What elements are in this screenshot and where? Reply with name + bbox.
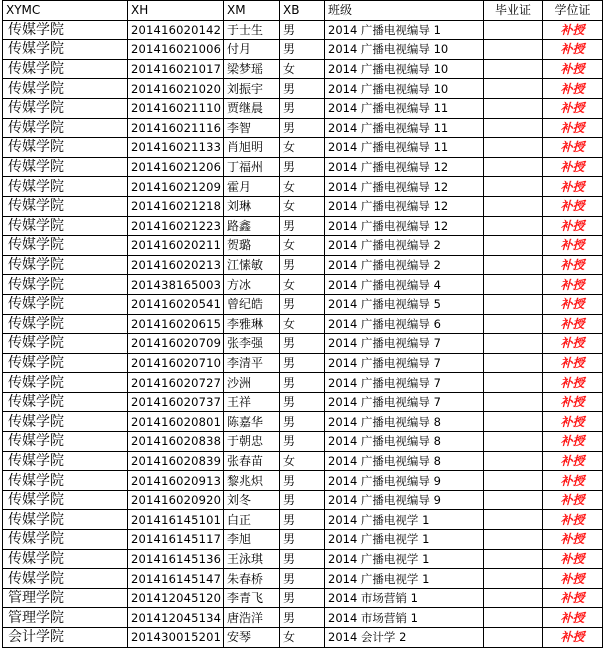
- cell-name: 白正: [224, 510, 280, 530]
- cell-diploma: [484, 294, 543, 314]
- cell-college: 传媒学院: [3, 510, 128, 530]
- cell-degree: 补授: [543, 608, 603, 628]
- cell-name: 江愫敏: [224, 255, 280, 275]
- cell-college: 管理学院: [3, 608, 128, 628]
- cell-student-id: 201416145136: [128, 549, 224, 569]
- cell-class: 2014 广播电视编导 12: [325, 177, 484, 197]
- cell-gender: 男: [280, 569, 325, 589]
- header-xh: XH: [128, 1, 224, 21]
- cell-degree: 补授: [543, 353, 603, 373]
- cell-college: 传媒学院: [3, 157, 128, 177]
- cell-degree: 补授: [543, 138, 603, 158]
- cell-diploma: [484, 412, 543, 432]
- cell-gender: 男: [280, 255, 325, 275]
- cell-college: 传媒学院: [3, 40, 128, 60]
- cell-name: 刘振宇: [224, 79, 280, 99]
- cell-diploma: [484, 118, 543, 138]
- cell-college: 传媒学院: [3, 549, 128, 569]
- cell-gender: 男: [280, 20, 325, 40]
- cell-class: 2014 广播电视编导 12: [325, 216, 484, 236]
- cell-class: 2014 市场营销 1: [325, 608, 484, 628]
- cell-student-id: 201430015201: [128, 628, 224, 648]
- header-row: [3, 1, 603, 21]
- cell-degree: 补授: [543, 451, 603, 471]
- cell-college: 传媒学院: [3, 490, 128, 510]
- cell-college: 传媒学院: [3, 216, 128, 236]
- table-row: [3, 40, 603, 60]
- cell-college: 传媒学院: [3, 471, 128, 491]
- cell-diploma: [484, 608, 543, 628]
- table-row: [3, 608, 603, 628]
- table-row: [3, 412, 603, 432]
- cell-degree: 补授: [543, 255, 603, 275]
- cell-college: 传媒学院: [3, 412, 128, 432]
- cell-student-id: 201416020920: [128, 490, 224, 510]
- cell-diploma: [484, 157, 543, 177]
- cell-diploma: [484, 138, 543, 158]
- cell-gender: 女: [280, 314, 325, 334]
- cell-diploma: [484, 490, 543, 510]
- cell-gender: 男: [280, 373, 325, 393]
- cell-name: 李青飞: [224, 588, 280, 608]
- table-row: [3, 20, 603, 40]
- cell-student-id: 201416020839: [128, 451, 224, 471]
- cell-student-id: 201416021110: [128, 98, 224, 118]
- cell-class: 2014 广播电视编导 7: [325, 373, 484, 393]
- cell-diploma: [484, 216, 543, 236]
- table-row: [3, 196, 603, 216]
- cell-gender: 男: [280, 530, 325, 550]
- cell-gender: 男: [280, 40, 325, 60]
- cell-student-id: 201416145117: [128, 530, 224, 550]
- cell-diploma: [484, 275, 543, 295]
- cell-gender: 男: [280, 98, 325, 118]
- cell-degree: 补授: [543, 471, 603, 491]
- table-row: [3, 510, 603, 530]
- cell-diploma: [484, 510, 543, 530]
- table-row: [3, 138, 603, 158]
- cell-class: 2014 广播电视编导 2: [325, 255, 484, 275]
- cell-college: 会计学院: [3, 628, 128, 648]
- cell-gender: 男: [280, 294, 325, 314]
- table-row: [3, 490, 603, 510]
- table-row: [3, 353, 603, 373]
- cell-gender: 男: [280, 334, 325, 354]
- cell-degree: 补授: [543, 294, 603, 314]
- student-degree-table: [2, 0, 603, 648]
- cell-name: 李智: [224, 118, 280, 138]
- cell-class: 2014 广播电视编导 11: [325, 118, 484, 138]
- cell-class: 2014 广播电视编导 8: [325, 451, 484, 471]
- cell-class: 2014 广播电视编导 11: [325, 98, 484, 118]
- cell-degree: 补授: [543, 40, 603, 60]
- cell-name: 李雅琳: [224, 314, 280, 334]
- table-row: [3, 177, 603, 197]
- cell-college: 传媒学院: [3, 236, 128, 256]
- cell-name: 刘琳: [224, 196, 280, 216]
- table-row: [3, 314, 603, 334]
- cell-diploma: [484, 59, 543, 79]
- cell-diploma: [484, 588, 543, 608]
- table-row: [3, 471, 603, 491]
- cell-college: 传媒学院: [3, 530, 128, 550]
- cell-college: 传媒学院: [3, 20, 128, 40]
- table-row: [3, 392, 603, 412]
- cell-student-id: 201416020213: [128, 255, 224, 275]
- table-row: [3, 569, 603, 589]
- table-row: [3, 530, 603, 550]
- cell-diploma: [484, 569, 543, 589]
- cell-class: 2014 广播电视编导 1: [325, 20, 484, 40]
- cell-degree: 补授: [543, 177, 603, 197]
- cell-college: 传媒学院: [3, 255, 128, 275]
- cell-college: 传媒学院: [3, 59, 128, 79]
- table-row: [3, 157, 603, 177]
- cell-college: 传媒学院: [3, 294, 128, 314]
- cell-gender: 男: [280, 118, 325, 138]
- cell-college: 传媒学院: [3, 177, 128, 197]
- cell-gender: 男: [280, 490, 325, 510]
- cell-name: 王祥: [224, 392, 280, 412]
- cell-gender: 男: [280, 79, 325, 99]
- cell-student-id: 201416020801: [128, 412, 224, 432]
- cell-diploma: [484, 314, 543, 334]
- cell-college: 传媒学院: [3, 392, 128, 412]
- cell-student-id: 201416021006: [128, 40, 224, 60]
- cell-student-id: 201416020211: [128, 236, 224, 256]
- cell-college: 传媒学院: [3, 275, 128, 295]
- cell-name: 李旭: [224, 530, 280, 550]
- table-row: [3, 373, 603, 393]
- cell-student-id: 201416145147: [128, 569, 224, 589]
- cell-gender: 女: [280, 275, 325, 295]
- cell-college: 传媒学院: [3, 196, 128, 216]
- cell-college: 传媒学院: [3, 118, 128, 138]
- cell-diploma: [484, 471, 543, 491]
- cell-diploma: [484, 20, 543, 40]
- cell-diploma: [484, 373, 543, 393]
- table-row: [3, 98, 603, 118]
- cell-degree: 补授: [543, 510, 603, 530]
- cell-diploma: [484, 628, 543, 648]
- cell-degree: 补授: [543, 549, 603, 569]
- cell-name: 李清平: [224, 353, 280, 373]
- cell-class: 2014 广播电视编导 7: [325, 392, 484, 412]
- cell-college: 传媒学院: [3, 138, 128, 158]
- cell-gender: 女: [280, 59, 325, 79]
- cell-class: 2014 广播电视编导 5: [325, 294, 484, 314]
- cell-degree: 补授: [543, 432, 603, 452]
- cell-student-id: 201416021206: [128, 157, 224, 177]
- cell-degree: 补授: [543, 157, 603, 177]
- cell-degree: 补授: [543, 490, 603, 510]
- cell-class: 2014 广播电视编导 9: [325, 490, 484, 510]
- cell-gender: 男: [280, 157, 325, 177]
- cell-degree: 补授: [543, 59, 603, 79]
- cell-gender: 男: [280, 216, 325, 236]
- cell-student-id: 201416020710: [128, 353, 224, 373]
- cell-degree: 补授: [543, 588, 603, 608]
- cell-name: 于朝忠: [224, 432, 280, 452]
- cell-name: 唐浩洋: [224, 608, 280, 628]
- cell-student-id: 201416021017: [128, 59, 224, 79]
- cell-degree: 补授: [543, 275, 603, 295]
- cell-student-id: 201416021116: [128, 118, 224, 138]
- table-row: [3, 79, 603, 99]
- cell-student-id: 201416145101: [128, 510, 224, 530]
- cell-gender: 女: [280, 236, 325, 256]
- cell-name: 于士生: [224, 20, 280, 40]
- cell-college: 传媒学院: [3, 314, 128, 334]
- cell-student-id: 201416020737: [128, 392, 224, 412]
- cell-class: 2014 广播电视学 1: [325, 569, 484, 589]
- cell-gender: 男: [280, 549, 325, 569]
- cell-student-id: 201416020541: [128, 294, 224, 314]
- header-xb: XB: [280, 1, 325, 21]
- cell-name: 黎兆炽: [224, 471, 280, 491]
- cell-class: 2014 广播电视编导 7: [325, 334, 484, 354]
- cell-gender: 女: [280, 177, 325, 197]
- cell-name: 安琴: [224, 628, 280, 648]
- cell-college: 传媒学院: [3, 79, 128, 99]
- cell-class: 2014 广播电视编导 2: [325, 236, 484, 256]
- cell-student-id: 201416020142: [128, 20, 224, 40]
- cell-student-id: 201416021133: [128, 138, 224, 158]
- header-bj: 班级: [325, 1, 484, 21]
- cell-college: 传媒学院: [3, 98, 128, 118]
- cell-name: 贺璐: [224, 236, 280, 256]
- cell-degree: 补授: [543, 530, 603, 550]
- cell-gender: 女: [280, 451, 325, 471]
- table-row: [3, 255, 603, 275]
- cell-student-id: 201416020727: [128, 373, 224, 393]
- cell-degree: 补授: [543, 216, 603, 236]
- header-xm: XM: [224, 1, 280, 21]
- cell-class: 2014 广播电视学 1: [325, 510, 484, 530]
- table-body: [3, 20, 603, 647]
- cell-name: 曾纪皓: [224, 294, 280, 314]
- cell-name: 贾继晨: [224, 98, 280, 118]
- header-xwz: 学位证: [543, 1, 603, 21]
- cell-student-id: 201416021223: [128, 216, 224, 236]
- cell-class: 2014 广播电视编导 6: [325, 314, 484, 334]
- cell-diploma: [484, 451, 543, 471]
- table-row: [3, 334, 603, 354]
- cell-degree: 补授: [543, 334, 603, 354]
- table-row: [3, 451, 603, 471]
- table-row: [3, 59, 603, 79]
- header-xymc: XYMC: [3, 1, 128, 21]
- table-row: [3, 588, 603, 608]
- cell-class: 2014 广播电视编导 10: [325, 79, 484, 99]
- cell-class: 2014 广播电视学 1: [325, 549, 484, 569]
- cell-class: 2014 广播电视编导 4: [325, 275, 484, 295]
- cell-student-id: 201416020709: [128, 334, 224, 354]
- cell-class: 2014 广播电视编导 12: [325, 157, 484, 177]
- cell-diploma: [484, 177, 543, 197]
- cell-diploma: [484, 79, 543, 99]
- cell-diploma: [484, 236, 543, 256]
- cell-name: 沙洲: [224, 373, 280, 393]
- cell-diploma: [484, 392, 543, 412]
- cell-degree: 补授: [543, 314, 603, 334]
- cell-degree: 补授: [543, 392, 603, 412]
- cell-name: 付月: [224, 40, 280, 60]
- cell-gender: 男: [280, 588, 325, 608]
- cell-degree: 补授: [543, 569, 603, 589]
- cell-gender: 男: [280, 353, 325, 373]
- cell-name: 梁梦瑶: [224, 59, 280, 79]
- cell-diploma: [484, 196, 543, 216]
- cell-college: 管理学院: [3, 588, 128, 608]
- cell-student-id: 201416020913: [128, 471, 224, 491]
- cell-name: 王泳琪: [224, 549, 280, 569]
- table-row: [3, 294, 603, 314]
- cell-gender: 男: [280, 432, 325, 452]
- cell-gender: 女: [280, 196, 325, 216]
- cell-class: 2014 广播电视编导 10: [325, 59, 484, 79]
- cell-name: 路鑫: [224, 216, 280, 236]
- cell-degree: 补授: [543, 118, 603, 138]
- table-row: [3, 549, 603, 569]
- cell-student-id: 201416021209: [128, 177, 224, 197]
- cell-diploma: [484, 40, 543, 60]
- cell-name: 肖旭明: [224, 138, 280, 158]
- cell-class: 2014 广播电视编导 11: [325, 138, 484, 158]
- cell-degree: 补授: [543, 98, 603, 118]
- cell-college: 传媒学院: [3, 451, 128, 471]
- cell-college: 传媒学院: [3, 373, 128, 393]
- cell-diploma: [484, 98, 543, 118]
- cell-name: 张李强: [224, 334, 280, 354]
- cell-gender: 男: [280, 510, 325, 530]
- cell-gender: 男: [280, 392, 325, 412]
- table-row: [3, 432, 603, 452]
- cell-degree: 补授: [543, 20, 603, 40]
- cell-student-id: 201416020615: [128, 314, 224, 334]
- cell-class: 2014 广播电视学 1: [325, 530, 484, 550]
- cell-gender: 男: [280, 608, 325, 628]
- cell-class: 2014 广播电视编导 10: [325, 40, 484, 60]
- cell-name: 霍月: [224, 177, 280, 197]
- table-row: [3, 275, 603, 295]
- cell-college: 传媒学院: [3, 334, 128, 354]
- cell-college: 传媒学院: [3, 432, 128, 452]
- cell-gender: 女: [280, 138, 325, 158]
- table-row: [3, 118, 603, 138]
- cell-degree: 补授: [543, 196, 603, 216]
- cell-class: 2014 广播电视编导 8: [325, 412, 484, 432]
- table-row: [3, 236, 603, 256]
- cell-name: 方冰: [224, 275, 280, 295]
- cell-student-id: 201416021218: [128, 196, 224, 216]
- cell-college: 传媒学院: [3, 569, 128, 589]
- cell-name: 朱春桥: [224, 569, 280, 589]
- cell-class: 2014 广播电视编导 12: [325, 196, 484, 216]
- cell-student-id: 201416020838: [128, 432, 224, 452]
- cell-gender: 男: [280, 412, 325, 432]
- cell-diploma: [484, 334, 543, 354]
- cell-college: 传媒学院: [3, 353, 128, 373]
- table-row: [3, 216, 603, 236]
- cell-name: 丁福州: [224, 157, 280, 177]
- table-row: [3, 628, 603, 648]
- cell-student-id: 201412045120: [128, 588, 224, 608]
- cell-class: 2014 广播电视编导 7: [325, 353, 484, 373]
- cell-class: 2014 广播电视编导 8: [325, 432, 484, 452]
- cell-degree: 补授: [543, 373, 603, 393]
- cell-name: 刘冬: [224, 490, 280, 510]
- cell-degree: 补授: [543, 628, 603, 648]
- cell-class: 2014 市场营销 1: [325, 588, 484, 608]
- cell-diploma: [484, 353, 543, 373]
- cell-degree: 补授: [543, 412, 603, 432]
- cell-degree: 补授: [543, 236, 603, 256]
- header-byz: 毕业证: [484, 1, 543, 21]
- cell-class: 2014 广播电视编导 9: [325, 471, 484, 491]
- cell-class: 2014 会计学 2: [325, 628, 484, 648]
- cell-name: 陈嘉华: [224, 412, 280, 432]
- cell-gender: 女: [280, 628, 325, 648]
- cell-student-id: 201438165003: [128, 275, 224, 295]
- cell-gender: 男: [280, 471, 325, 491]
- cell-diploma: [484, 530, 543, 550]
- cell-diploma: [484, 549, 543, 569]
- cell-diploma: [484, 432, 543, 452]
- cell-degree: 补授: [543, 79, 603, 99]
- cell-diploma: [484, 255, 543, 275]
- cell-student-id: 201412045134: [128, 608, 224, 628]
- cell-name: 张春苗: [224, 451, 280, 471]
- cell-student-id: 201416021020: [128, 79, 224, 99]
